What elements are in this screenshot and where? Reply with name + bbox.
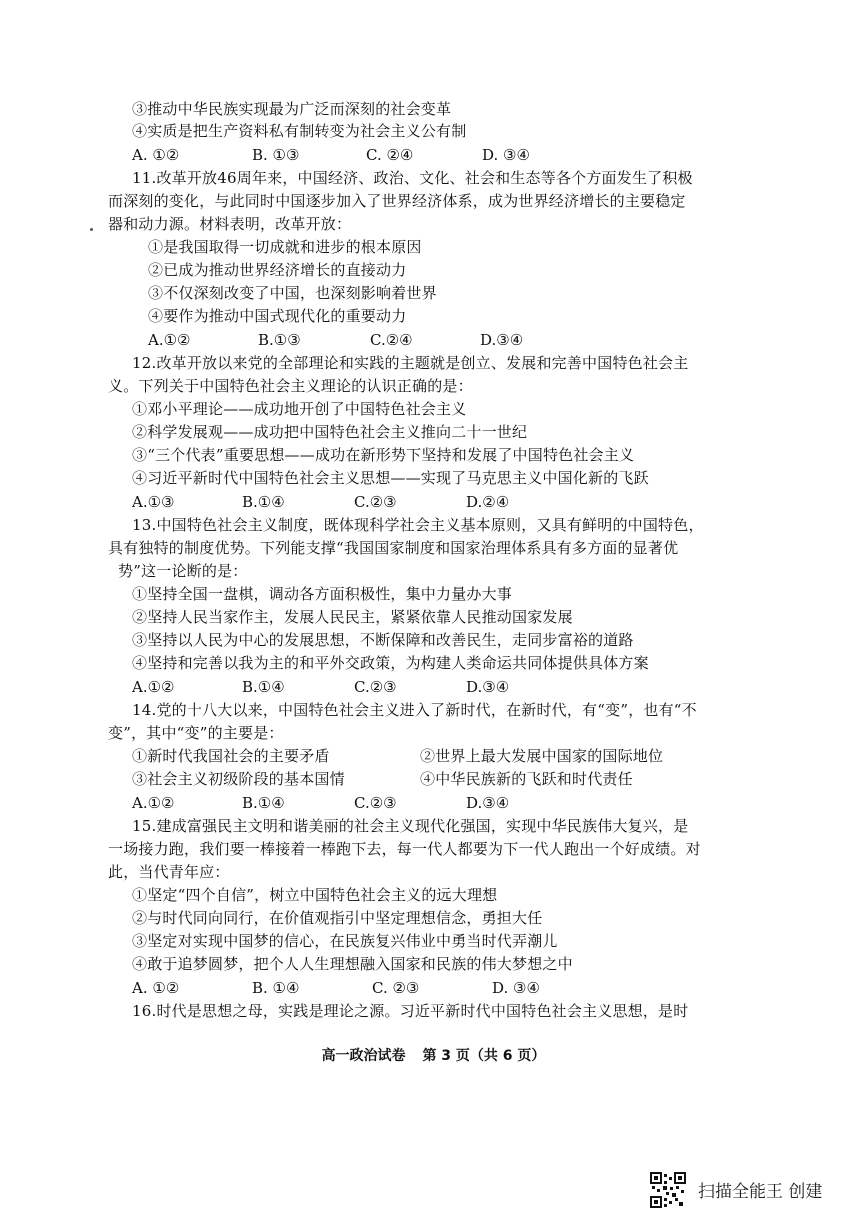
- scanner-watermark: [650, 1168, 860, 1208]
- option-b: B.①④: [242, 678, 285, 696]
- option-d: D.③④: [466, 678, 510, 696]
- q11-statement-1: ①是我国取得一切成就和进步的根本原因: [148, 238, 422, 256]
- option-a: A.①②: [132, 678, 175, 696]
- option-c: C.②③: [354, 493, 397, 511]
- q14-statement-2: ②世界上最大发展中国家的国际地位: [420, 747, 664, 765]
- option-d: D.③④: [466, 794, 510, 812]
- option-d: D.③④: [480, 331, 524, 349]
- option-d: D. ③④: [482, 146, 530, 164]
- q14-stem-line-1: 14.党的十八大以来，中国特色社会主义进入了新时代，在新时代，有“变”，也有“不: [132, 701, 697, 719]
- q15-stem-line-2: 一场接力跑，我们要一棒接着一棒跑下去，每一代人都要为下一代人跑出一个好成绩。对: [108, 840, 701, 858]
- option-d: D.②④: [466, 493, 510, 511]
- q14-statement-4: ④中华民族新的飞跃和时代责任: [420, 770, 633, 788]
- q10-statement-3: ③推动中华民族实现最为广泛而深刻的社会变革: [132, 100, 452, 118]
- qr-code-icon: [650, 1172, 686, 1208]
- q12-statement-1: ①邓小平理论——成功地开创了中国特色社会主义: [132, 400, 467, 418]
- q15-statement-4: ④敢于追梦圆梦，把个人人生理想融入国家和民族的伟大梦想之中: [132, 955, 573, 973]
- option-b: B.①④: [242, 493, 285, 511]
- option-c: C.②③: [354, 678, 397, 696]
- q11-stem-line-3: 器和动力源。材料表明，改革开放：: [108, 215, 352, 233]
- option-c: C. ②③: [372, 979, 420, 997]
- q12-statement-4: ④习近平新时代中国特色社会主义思想——实现了马克思主义中国化新的飞跃: [132, 469, 649, 487]
- q11-statement-4: ④要作为推动中国式现代化的重要动力: [148, 307, 407, 325]
- option-a: A. ①②: [132, 146, 180, 164]
- option-b: B.①④: [242, 794, 285, 812]
- q13-stem-line-1: 13.中国特色社会主义制度，既体现科学社会主义基本原则，又具有鲜明的中国特色，: [132, 516, 704, 534]
- option-b: B.①③: [258, 331, 301, 349]
- q10-statement-4: ④实质是把生产资料私有制转变为社会主义公有制: [132, 122, 467, 140]
- q13-stem-line-2: 具有独特的制度优势。下列能支撑“我国国家制度和国家治理体系具有多方面的显著优: [108, 539, 679, 557]
- scan-speck: [90, 228, 93, 231]
- option-d: D. ③④: [492, 979, 540, 997]
- q16-stem-line-1: 16.时代是思想之母，实践是理论之源。习近平新时代中国特色社会主义思想，是时: [132, 1002, 689, 1020]
- q12-statement-3: ③“三个代表”重要思想——成功在新形势下坚持和发展了中国特色社会主义: [132, 446, 635, 464]
- option-c: C. ②④: [366, 146, 414, 164]
- watermark-text: 扫描全能王 创建: [698, 1182, 823, 1202]
- option-b: B. ①③: [252, 146, 300, 164]
- option-c: C.②④: [370, 331, 413, 349]
- q15-stem-line-3: 此，当代青年应：: [108, 863, 230, 881]
- option-a: A. ①②: [132, 979, 180, 997]
- q13-stem-line-3: 势”这一论断的是：: [118, 562, 248, 580]
- option-c: C.②③: [354, 794, 397, 812]
- q13-statement-4: ④坚持和完善以我为主的和平外交政策，为构建人类命运共同体提供具体方案: [132, 654, 649, 672]
- q11-statement-3: ③不仅深刻改变了中国，也深刻影响着世界: [148, 284, 437, 302]
- option-b: B. ①④: [252, 979, 300, 997]
- q15-statement-1: ①坚定“四个自信”，树立中国特色社会主义的远大理想: [132, 886, 498, 904]
- q15-stem-line-1: 15.建成富强民主文明和谐美丽的社会主义现代化强国，实现中华民族伟大复兴，是: [132, 817, 689, 835]
- q14-statement-1: ①新时代我国社会的主要矛盾: [132, 747, 330, 765]
- q12-stem-line-2: 义。下列关于中国特色社会主义理论的认识正确的是：: [108, 377, 473, 395]
- page-footer: [0, 1045, 867, 1065]
- q11-statement-2: ②已成为推动世界经济增长的直接动力: [148, 261, 407, 279]
- q15-statement-3: ③坚定对实现中国梦的信心，在民族复兴伟业中勇当时代弄潮儿: [132, 932, 558, 950]
- option-a: A.①②: [148, 331, 191, 349]
- q14-stem-line-2: 变”，其中“变”的主要是：: [108, 724, 284, 742]
- q11-stem-line-2: 而深刻的变化，与此同时中国逐步加入了世界经济体系，成为世界经济增长的主要稳定: [108, 192, 686, 210]
- q11-stem-line-1: 11.改革开放46周年来，中国经济、政治、文化、社会和生态等各个方面发生了积极: [132, 169, 693, 187]
- page-number: 第 3 页（共 6 页）: [422, 1048, 546, 1064]
- q13-statement-1: ①坚持全国一盘棋，调动各方面积极性，集中力量办大事: [132, 585, 513, 603]
- exam-title: 高一政治试卷: [321, 1048, 406, 1064]
- q12-stem-line-1: 12.改革开放以来党的全部理论和实践的主题就是创立、发展和完善中国特色社会主: [132, 354, 689, 372]
- q15-statement-2: ②与时代同向同行，在价值观指引中坚定理想信念，勇担大任: [132, 909, 543, 927]
- q14-statement-3: ③社会主义初级阶段的基本国情: [132, 770, 345, 788]
- q13-statement-2: ②坚持人民当家作主，发展人民民主，紧紧依靠人民推动国家发展: [132, 608, 573, 626]
- q12-statement-2: ②科学发展观——成功把中国特色社会主义推向二十一世纪: [132, 423, 528, 441]
- option-a: A.①②: [132, 794, 175, 812]
- option-a: A.①③: [132, 493, 175, 511]
- q13-statement-3: ③坚持以人民为中心的发展思想，不断保障和改善民生，走同步富裕的道路: [132, 631, 634, 649]
